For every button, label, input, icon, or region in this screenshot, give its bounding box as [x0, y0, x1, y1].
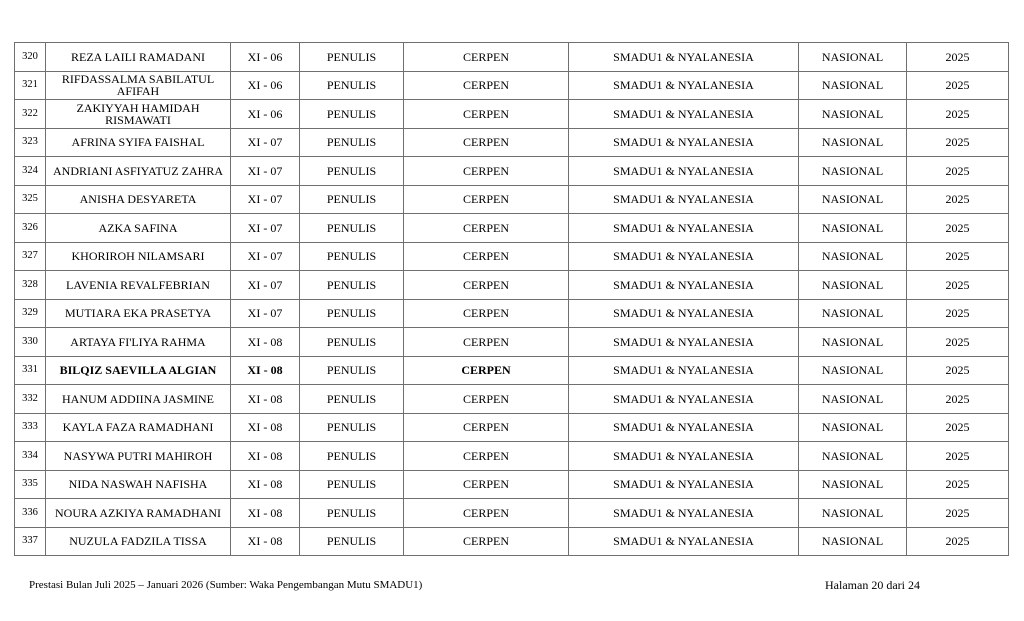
cell-tingkat: NASIONAL	[799, 413, 907, 442]
table-row	[15, 328, 1009, 357]
cell-tingkat: NASIONAL	[799, 499, 907, 528]
cell-bidang: CERPEN	[404, 214, 569, 243]
cell-penyelenggara: SMADU1 & NYALANESIA	[569, 413, 799, 442]
table-row	[15, 214, 1009, 243]
cell-kelas: XI - 06	[231, 71, 300, 100]
cell-kelas: XI - 07	[231, 299, 300, 328]
table-row	[15, 499, 1009, 528]
cell-bidang: CERPEN	[404, 71, 569, 100]
cell-bidang: CERPEN	[404, 470, 569, 499]
cell-tahun: 2025	[907, 442, 1009, 471]
table-row	[15, 242, 1009, 271]
cell-tingkat: NASIONAL	[799, 128, 907, 157]
footer-source: Prestasi Bulan Juli 2025 – Januari 2026 (Sumber: Waka Pengembangan Mutu SMADU1)	[29, 579, 423, 591]
cell-penyelenggara: SMADU1 & NYALANESIA	[569, 328, 799, 357]
cell-kelas: XI - 08	[231, 328, 300, 357]
cell-tahun: 2025	[907, 356, 1009, 385]
cell-kelas: XI - 06	[231, 43, 300, 72]
cell-tingkat: NASIONAL	[799, 299, 907, 328]
cell-peran: PENULIS	[300, 499, 404, 528]
cell-kelas: XI - 07	[231, 185, 300, 214]
cell-peran: PENULIS	[300, 271, 404, 300]
cell-penyelenggara: SMADU1 & NYALANESIA	[569, 271, 799, 300]
table-row	[15, 527, 1009, 556]
cell-penyelenggara: SMADU1 & NYALANESIA	[569, 356, 799, 385]
cell-no: 330	[15, 328, 46, 357]
cell-peran: PENULIS	[300, 242, 404, 271]
cell-tahun: 2025	[907, 527, 1009, 556]
cell-peran: PENULIS	[300, 527, 404, 556]
cell-peran: PENULIS	[300, 470, 404, 499]
cell-penyelenggara: SMADU1 & NYALANESIA	[569, 299, 799, 328]
cell-penyelenggara: SMADU1 & NYALANESIA	[569, 242, 799, 271]
table-row	[15, 100, 1009, 129]
cell-penyelenggara: SMADU1 & NYALANESIA	[569, 470, 799, 499]
cell-tingkat: NASIONAL	[799, 470, 907, 499]
cell-peran: PENULIS	[300, 100, 404, 129]
cell-nama: ANISHA DESYARETA	[46, 185, 231, 214]
cell-bidang: CERPEN	[404, 100, 569, 129]
cell-no: 322	[15, 100, 46, 129]
cell-tingkat: NASIONAL	[799, 328, 907, 357]
cell-nama: LAVENIA REVALFEBRIAN	[46, 271, 231, 300]
cell-bidang: CERPEN	[404, 299, 569, 328]
table-row	[15, 299, 1009, 328]
cell-kelas: XI - 07	[231, 157, 300, 186]
cell-tingkat: NASIONAL	[799, 71, 907, 100]
table-row	[15, 470, 1009, 499]
cell-nama: ARTAYA FI'LIYA RAHMA	[46, 328, 231, 357]
cell-bidang: CERPEN	[404, 157, 569, 186]
table-row	[15, 356, 1009, 385]
cell-nama: REZA LAILI RAMADANI	[46, 43, 231, 72]
cell-bidang: CERPEN	[404, 499, 569, 528]
cell-tahun: 2025	[907, 328, 1009, 357]
cell-tahun: 2025	[907, 470, 1009, 499]
table-row	[15, 442, 1009, 471]
cell-penyelenggara: SMADU1 & NYALANESIA	[569, 157, 799, 186]
cell-no: 334	[15, 442, 46, 471]
cell-kelas: XI - 08	[231, 499, 300, 528]
cell-tahun: 2025	[907, 214, 1009, 243]
cell-no: 336	[15, 499, 46, 528]
cell-nama: KHORIROH NILAMSARI	[46, 242, 231, 271]
cell-tahun: 2025	[907, 299, 1009, 328]
cell-tingkat: NASIONAL	[799, 442, 907, 471]
cell-nama: AFRINA SYIFA FAISHAL	[46, 128, 231, 157]
cell-bidang: CERPEN	[404, 527, 569, 556]
cell-no: 324	[15, 157, 46, 186]
cell-no: 335	[15, 470, 46, 499]
cell-bidang: CERPEN	[404, 385, 569, 414]
table-row	[15, 185, 1009, 214]
cell-no: 332	[15, 385, 46, 414]
cell-nama: NASYWA PUTRI MAHIROH	[46, 442, 231, 471]
cell-kelas: XI - 08	[231, 385, 300, 414]
cell-bidang: CERPEN	[404, 413, 569, 442]
cell-penyelenggara: SMADU1 & NYALANESIA	[569, 71, 799, 100]
cell-peran: PENULIS	[300, 43, 404, 72]
cell-no: 337	[15, 527, 46, 556]
cell-tahun: 2025	[907, 242, 1009, 271]
cell-bidang: CERPEN	[404, 442, 569, 471]
cell-penyelenggara: SMADU1 & NYALANESIA	[569, 185, 799, 214]
cell-kelas: XI - 07	[231, 214, 300, 243]
cell-penyelenggara: SMADU1 & NYALANESIA	[569, 100, 799, 129]
cell-nama: AZKA SAFINA	[46, 214, 231, 243]
cell-tingkat: NASIONAL	[799, 385, 907, 414]
cell-penyelenggara: SMADU1 & NYALANESIA	[569, 527, 799, 556]
cell-peran: PENULIS	[300, 214, 404, 243]
cell-nama: HANUM ADDIINA JASMINE	[46, 385, 231, 414]
cell-peran: PENULIS	[300, 128, 404, 157]
cell-nama: RIFDASSALMA SABILATUL AFIFAH	[46, 71, 231, 100]
cell-no: 328	[15, 271, 46, 300]
cell-tingkat: NASIONAL	[799, 43, 907, 72]
cell-tahun: 2025	[907, 385, 1009, 414]
page-number: Halaman 20 dari 24	[825, 578, 920, 592]
cell-peran: PENULIS	[300, 385, 404, 414]
cell-penyelenggara: SMADU1 & NYALANESIA	[569, 385, 799, 414]
cell-kelas: XI - 08	[231, 442, 300, 471]
cell-no: 333	[15, 413, 46, 442]
cell-tahun: 2025	[907, 271, 1009, 300]
cell-nama: NIDA NASWAH NAFISHA	[46, 470, 231, 499]
cell-kelas: XI - 07	[231, 128, 300, 157]
cell-kelas: XI - 08	[231, 413, 300, 442]
cell-no: 320	[15, 43, 46, 72]
cell-peran: PENULIS	[300, 71, 404, 100]
cell-penyelenggara: SMADU1 & NYALANESIA	[569, 442, 799, 471]
cell-tahun: 2025	[907, 499, 1009, 528]
table-row	[15, 128, 1009, 157]
cell-tahun: 2025	[907, 128, 1009, 157]
cell-peran: PENULIS	[300, 157, 404, 186]
cell-tingkat: NASIONAL	[799, 157, 907, 186]
cell-kelas: XI - 08	[231, 356, 300, 385]
cell-bidang: CERPEN	[404, 271, 569, 300]
table-row	[15, 413, 1009, 442]
cell-tingkat: NASIONAL	[799, 527, 907, 556]
cell-bidang: CERPEN	[404, 128, 569, 157]
cell-peran: PENULIS	[300, 356, 404, 385]
cell-peran: PENULIS	[300, 299, 404, 328]
cell-bidang: CERPEN	[404, 43, 569, 72]
cell-penyelenggara: SMADU1 & NYALANESIA	[569, 214, 799, 243]
cell-tingkat: NASIONAL	[799, 185, 907, 214]
cell-kelas: XI - 07	[231, 271, 300, 300]
cell-peran: PENULIS	[300, 413, 404, 442]
cell-tingkat: NASIONAL	[799, 214, 907, 243]
cell-nama: BILQIZ SAEVILLA ALGIAN	[46, 356, 231, 385]
cell-tingkat: NASIONAL	[799, 271, 907, 300]
cell-tahun: 2025	[907, 71, 1009, 100]
table-row	[15, 71, 1009, 100]
cell-nama: NOURA AZKIYA RAMADHANI	[46, 499, 231, 528]
cell-bidang: CERPEN	[404, 328, 569, 357]
cell-penyelenggara: SMADU1 & NYALANESIA	[569, 43, 799, 72]
cell-no: 325	[15, 185, 46, 214]
cell-bidang: CERPEN	[404, 242, 569, 271]
cell-tahun: 2025	[907, 43, 1009, 72]
achievement-table	[14, 42, 1009, 556]
cell-no: 321	[15, 71, 46, 100]
cell-nama: MUTIARA EKA PRASETYA	[46, 299, 231, 328]
cell-bidang: CERPEN	[404, 356, 569, 385]
cell-nama: ZAKIYYAH HAMIDAH RISMAWATI	[46, 100, 231, 129]
table-row	[15, 157, 1009, 186]
cell-penyelenggara: SMADU1 & NYALANESIA	[569, 128, 799, 157]
table-row	[15, 43, 1009, 72]
cell-kelas: XI - 08	[231, 470, 300, 499]
cell-peran: PENULIS	[300, 328, 404, 357]
cell-no: 329	[15, 299, 46, 328]
cell-no: 326	[15, 214, 46, 243]
cell-kelas: XI - 06	[231, 100, 300, 129]
cell-kelas: XI - 08	[231, 527, 300, 556]
cell-penyelenggara: SMADU1 & NYALANESIA	[569, 499, 799, 528]
cell-kelas: XI - 07	[231, 242, 300, 271]
cell-tingkat: NASIONAL	[799, 356, 907, 385]
cell-tingkat: NASIONAL	[799, 242, 907, 271]
cell-no: 323	[15, 128, 46, 157]
cell-nama: KAYLA FAZA RAMADHANI	[46, 413, 231, 442]
cell-peran: PENULIS	[300, 185, 404, 214]
cell-tahun: 2025	[907, 185, 1009, 214]
table-row	[15, 271, 1009, 300]
table-row	[15, 385, 1009, 414]
cell-bidang: CERPEN	[404, 185, 569, 214]
cell-no: 331	[15, 356, 46, 385]
cell-tahun: 2025	[907, 413, 1009, 442]
cell-nama: NUZULA FADZILA TISSA	[46, 527, 231, 556]
cell-nama: ANDRIANI ASFIYATUZ ZAHRA	[46, 157, 231, 186]
cell-tingkat: NASIONAL	[799, 100, 907, 129]
cell-peran: PENULIS	[300, 442, 404, 471]
cell-tahun: 2025	[907, 157, 1009, 186]
table-body	[15, 43, 1009, 556]
cell-tahun: 2025	[907, 100, 1009, 129]
cell-no: 327	[15, 242, 46, 271]
